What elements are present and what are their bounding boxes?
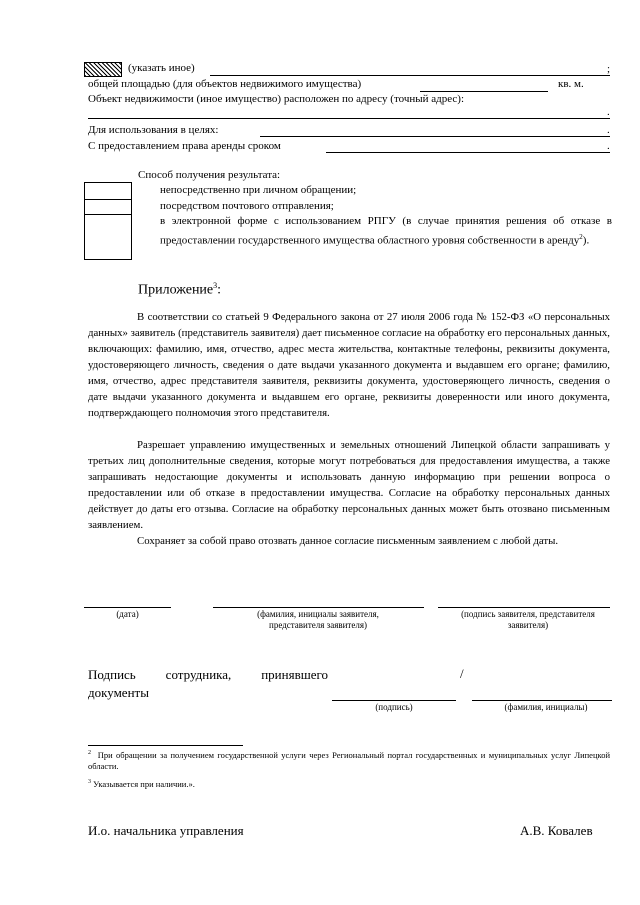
purpose-label: Для использования в целях: [88, 124, 219, 136]
lease-field[interactable] [326, 152, 610, 153]
method-option-electronic-text: в электронной форме с использованием РПГУ (в случае принятия решения об отказе в предоставлении государственного имущества областного уровня собственности в аренду [160, 215, 612, 247]
employee-name-caption: (фамилия, инициалы) [504, 702, 588, 712]
address-label: Объект недвижимости (иное имущество) расположен по адресу (точный адрес): [88, 93, 465, 105]
footnote-2 [88, 748, 610, 772]
footnote-3 [88, 777, 195, 790]
method-option-personal: непосредственно при личном обращении; [160, 184, 357, 196]
purpose-dot: . [607, 124, 610, 136]
method-checkbox-post[interactable] [84, 199, 132, 215]
footnote-3-text: Указывается при наличии.». [93, 778, 195, 789]
employee-label: Подпись сотрудника, принявшего документы [88, 667, 328, 700]
applicant-name-line[interactable] [213, 607, 424, 608]
method-footnote-mark: 2 [579, 232, 583, 241]
footnote-separator [88, 745, 243, 746]
other-checkbox[interactable] [84, 62, 122, 77]
consent-paragraph-3: Сохраняет за собой право отозвать данное согласие письменным заявлением с любой даты. [137, 535, 559, 547]
address-dot: . [607, 106, 610, 118]
employee-slash: / [460, 666, 464, 681]
method-option-electronic-end: ). [582, 234, 590, 247]
date-line[interactable] [84, 607, 171, 608]
area-field[interactable] [420, 91, 548, 92]
footer-position: И.о. начальника управления [88, 823, 244, 838]
other-field[interactable] [210, 75, 610, 76]
method-checkbox-electronic[interactable] [84, 214, 132, 260]
purpose-field[interactable] [260, 136, 610, 137]
footer-name: А.В. Ковалев [520, 823, 593, 838]
method-option-post: посредством почтового отправления; [160, 200, 334, 212]
footnote-3-mark: 3 [88, 779, 91, 785]
applicant-sign-line[interactable] [438, 607, 610, 608]
footnote-2-text: При обращении за получением государственной услуги через Региональный портал государственных и муниципальных услуг Липецкой области. [88, 749, 610, 771]
appendix-title-text: Приложение [138, 282, 214, 298]
footnote-2-mark: 2 [88, 750, 91, 756]
area-label: общей площадью (для объектов недвижимого имущества) [88, 78, 362, 90]
lease-label: С предоставлением права аренды сроком [88, 140, 281, 152]
employee-name-line[interactable] [472, 700, 612, 701]
consent-paragraph-1: В соответствии со статьей 9 Федерального закона от 27 июля 2006 года № 152-ФЗ «О персональных данных» заявитель (представитель заявителя) дает письменное согласие на обработку его персональных данных, включающих: фамилию, имя, отчество, адрес места жительства, контактные телефоны, реквизиты документа, удостоверяющего личность, сведения о дате выдачи указанного документа и выдавшем его органе; фамилию, имя, отчество, адрес представителя заявителя, реквизиты документа, удостоверяющего личность, сведения о дате выдачи указанного документа и выдавшем его органе, реквизиты доверенности или иного документа, подтверждающего полномочия этого представителя. [88, 311, 610, 419]
method-checkbox-personal[interactable] [84, 182, 132, 200]
appendix-footnote-mark: 3 [213, 281, 218, 290]
appendix-title [138, 278, 221, 299]
employee-sign-caption: (подпись) [375, 702, 413, 712]
area-unit: кв. м. [558, 78, 584, 90]
method-heading: Способ получения результата: [138, 169, 281, 181]
applicant-name-caption: (фамилия, инициалы заявителя, представителя заявителя) [257, 609, 379, 630]
employee-sign-line[interactable] [332, 700, 456, 701]
applicant-sign-caption: (подпись заявителя, представителя заявителя) [461, 609, 595, 630]
semicolon: ; [607, 63, 611, 75]
appendix-title-colon: : [217, 282, 222, 298]
address-field[interactable] [88, 118, 610, 119]
consent-paragraph-2: Разрешает управлению имущественных и земельных отношений Липецкой области запрашивать у третьих лиц дополнительные сведения, которые могут потребоваться для предоставления имущества, а также запрашивать недостающие документы и использовать данную информацию при решении вопроса о предоставлении или об отказе в предоставлении имущества. Согласие на обработку персональных данных действует до даты его отзыва. Согласие на обработку персональных данных может быть отозвано письменным заявлением. [88, 439, 610, 531]
method-option-electronic [160, 214, 612, 249]
lease-dot: . [607, 140, 610, 152]
other-label: (указать иное) [128, 62, 195, 74]
date-caption: (дата) [116, 609, 139, 619]
